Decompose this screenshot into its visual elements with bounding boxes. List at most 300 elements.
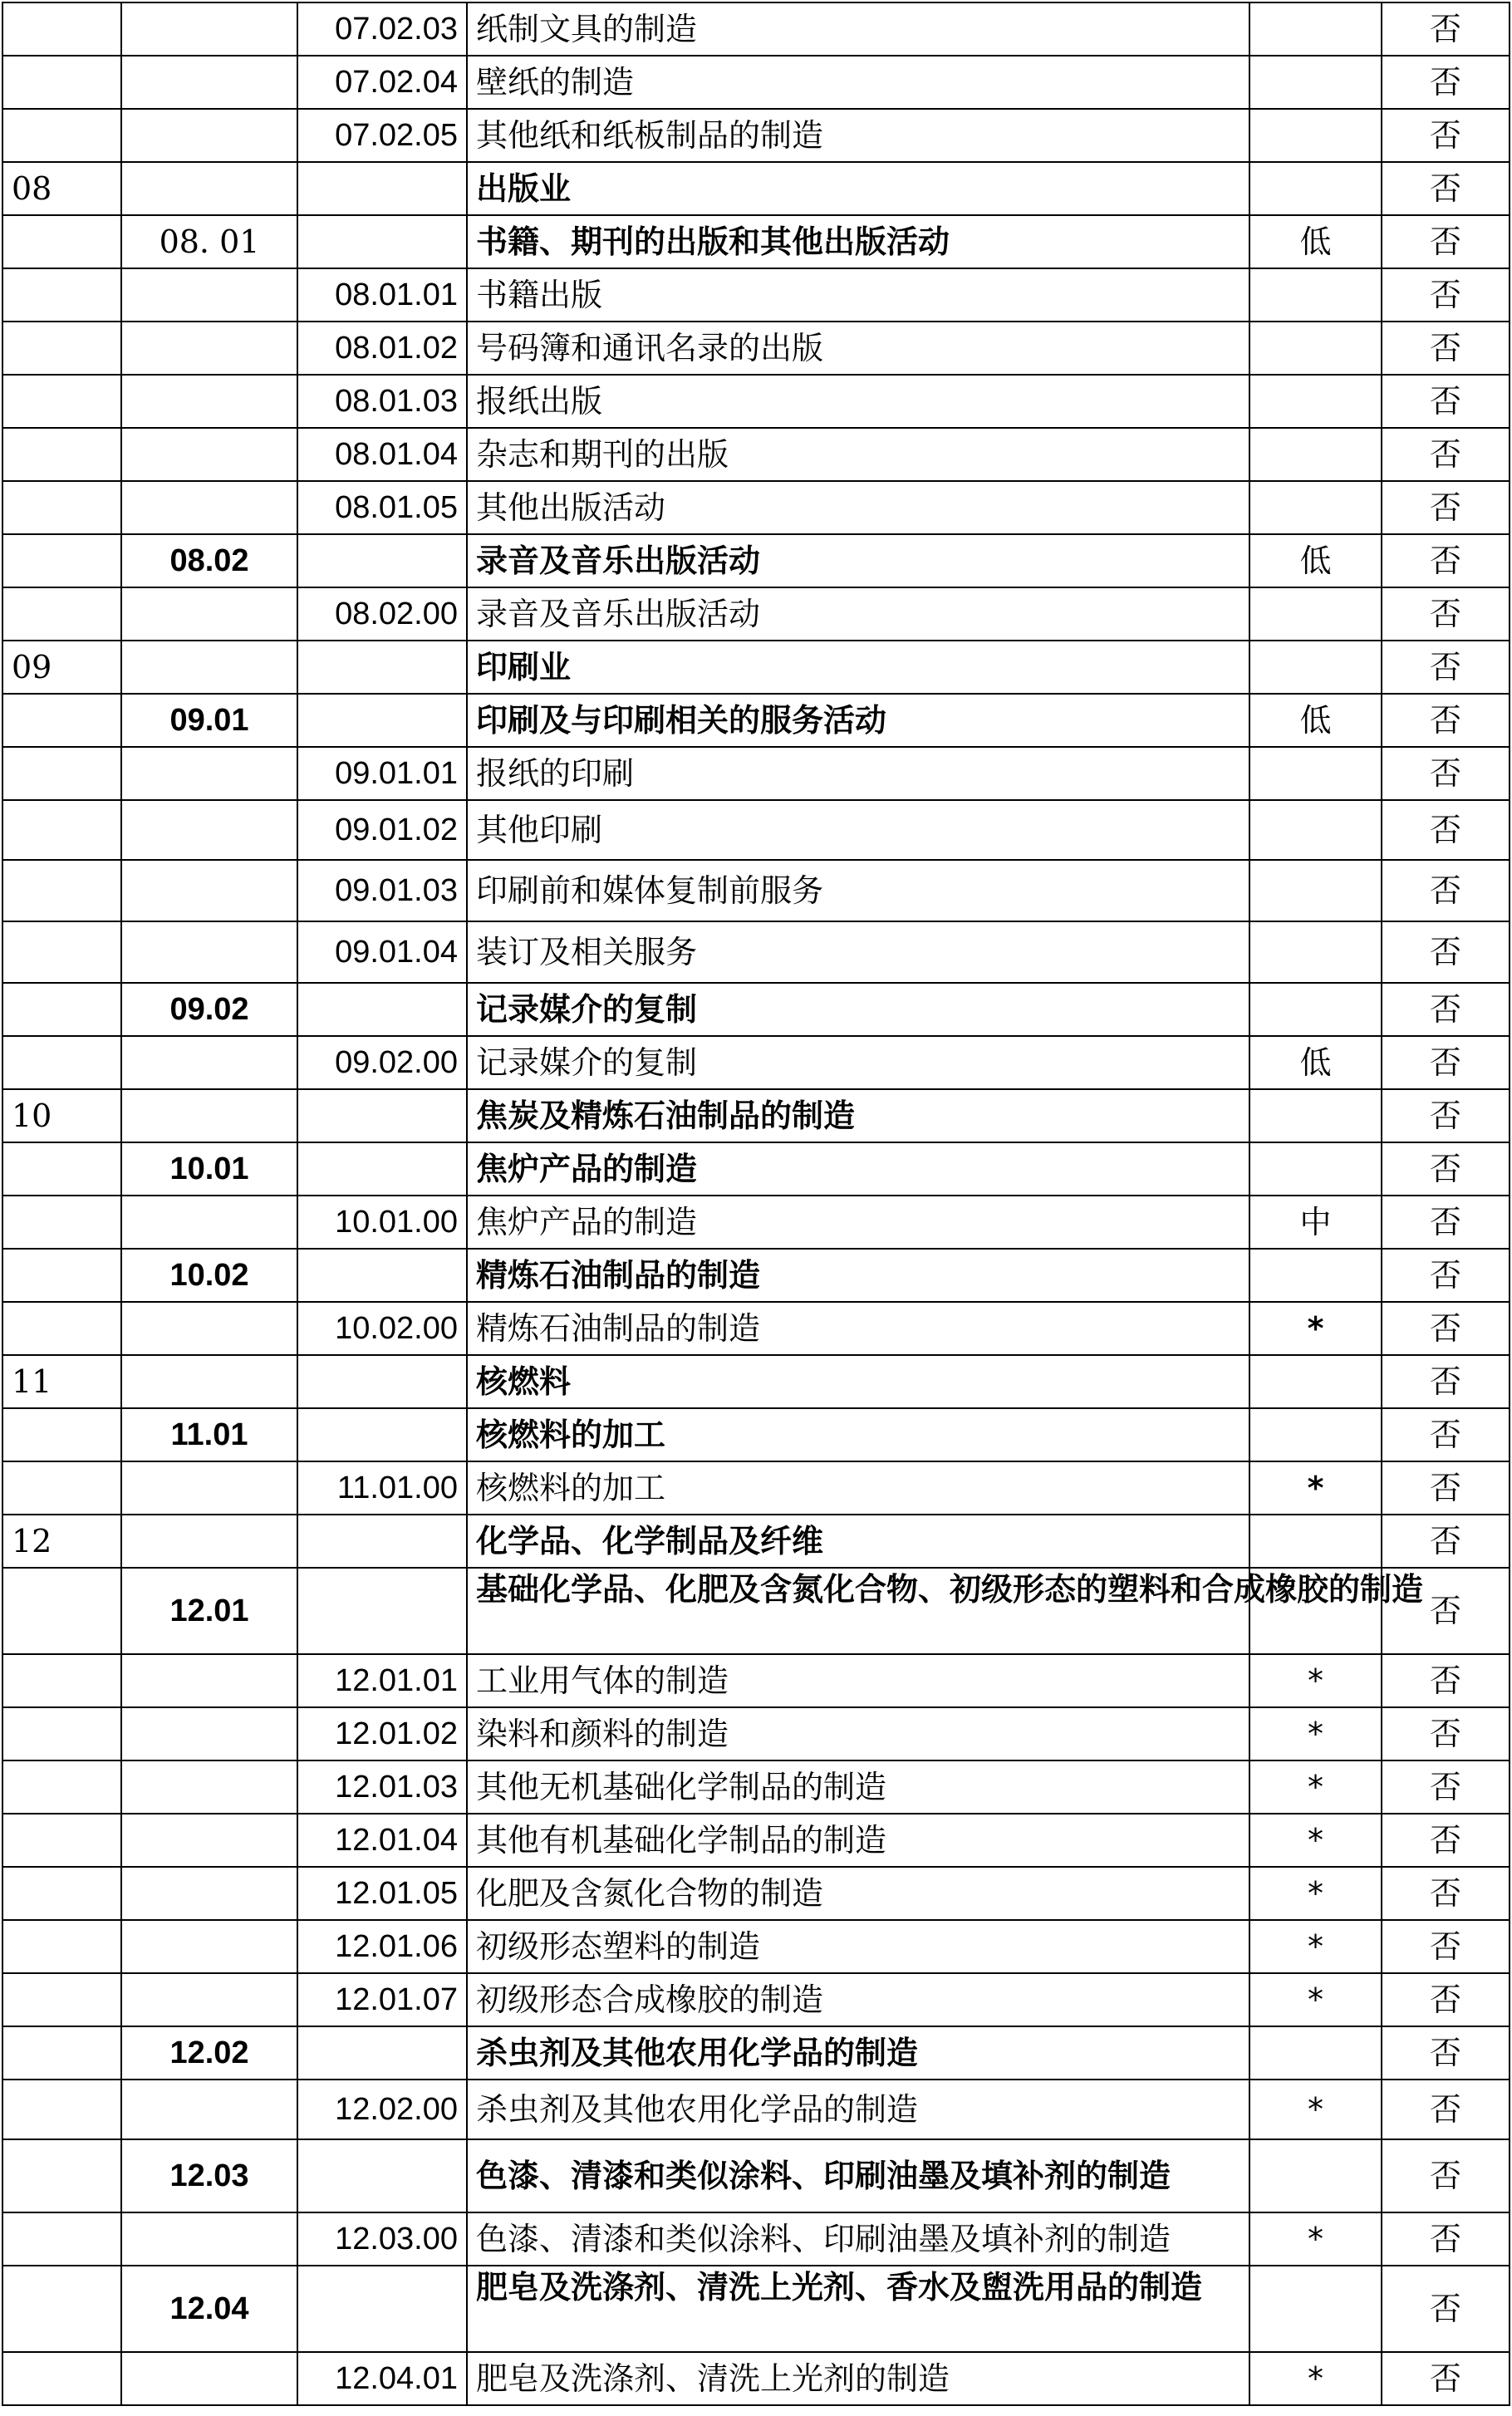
industry-name-cell: 精炼石油制品的制造 [467,1249,1249,1302]
risk-level-cell [1249,800,1382,860]
table-row [2,694,1510,747]
table-row [2,1920,1510,1973]
table-row [2,2352,1510,2405]
table-row [2,800,1510,860]
industry-name-cell: 其他印刷 [467,800,1249,860]
class-code-cell [297,215,467,268]
group-code-cell [121,1196,297,1249]
risk-level-cell [1249,1089,1382,1142]
group-code-cell [121,109,297,162]
table-row [2,215,1510,268]
group-code-cell [121,1973,297,2026]
group-code-cell [121,1654,297,1707]
flag-cell: 否 [1382,694,1510,747]
section-code-cell [2,1461,121,1515]
flag-cell: 否 [1382,2,1510,56]
flag-cell: 否 [1382,800,1510,860]
class-code-cell [297,1355,467,1408]
flag-cell: 否 [1382,1654,1510,1707]
class-code-cell [297,2266,467,2352]
table-row [2,860,1510,921]
industry-name-cell: 核燃料 [467,1355,1249,1408]
table-row [2,375,1510,428]
class-code-cell [297,641,467,694]
risk-level-cell [1249,860,1382,921]
table-row [2,1654,1510,1707]
risk-level-cell [1249,428,1382,481]
class-code-cell: 12.01.03 [297,1760,467,1814]
class-code-cell: 12.01.05 [297,1867,467,1920]
industry-name-cell: 肥皂及洗涤剂、清洗上光剂、香水及盥洗用品的制造 [467,2266,1249,2352]
industry-name-cell: 基础化学品、化肥及含氮化合物、初级形态的塑料和合成橡胶的制造 [467,1568,1249,1654]
table-row [2,921,1510,983]
risk-level-cell: * [1249,2080,1382,2139]
industry-name-cell: 工业用气体的制造 [467,1654,1249,1707]
class-code-cell [297,1408,467,1461]
industry-name-cell: 核燃料的加工 [467,1461,1249,1515]
group-code-cell [121,2080,297,2139]
table-row [2,1036,1510,1089]
flag-cell: 否 [1382,322,1510,375]
flag-cell: 否 [1382,2139,1510,2212]
table-row [2,2080,1510,2139]
class-code-cell [297,2139,467,2212]
risk-level-cell [1249,1515,1382,1568]
risk-level-cell [1249,747,1382,800]
section-code-cell: 12 [2,1515,121,1568]
table-body [2,2,1510,2405]
industry-name-cell: 录音及音乐出版活动 [467,534,1249,587]
class-code-cell: 09.01.04 [297,921,467,983]
risk-level-cell [1249,587,1382,641]
table-row [2,1249,1510,1302]
group-code-cell: 10.01 [121,1142,297,1196]
table-row [2,1408,1510,1461]
flag-cell: 否 [1382,747,1510,800]
table-row [2,2026,1510,2080]
group-code-cell: 10.02 [121,1249,297,1302]
class-code-cell [297,983,467,1036]
table-row [2,1089,1510,1142]
risk-level-cell: * [1249,2212,1382,2266]
table-row [2,1867,1510,1920]
section-code-cell [2,109,121,162]
flag-cell: 否 [1382,1867,1510,1920]
industry-name-cell: 印刷及与印刷相关的服务活动 [467,694,1249,747]
risk-level-cell: * [1249,1867,1382,1920]
section-code-cell [2,2266,121,2352]
class-code-cell [297,534,467,587]
risk-level-cell: * [1249,1973,1382,2026]
section-code-cell [2,481,121,534]
industry-name-cell: 记录媒介的复制 [467,983,1249,1036]
table-row [2,1461,1510,1515]
industry-name-cell: 染料和颜料的制造 [467,1707,1249,1760]
industry-name-cell: 记录媒介的复制 [467,1036,1249,1089]
section-code-cell [2,428,121,481]
industry-name-cell: 肥皂及洗涤剂、清洗上光剂的制造 [467,2352,1249,2405]
class-code-cell [297,1142,467,1196]
flag-cell: 否 [1382,162,1510,215]
class-code-cell [297,2026,467,2080]
group-code-cell [121,587,297,641]
industry-name-cell: 报纸出版 [467,375,1249,428]
class-code-cell: 12.01.04 [297,1814,467,1867]
table-row [2,1355,1510,1408]
group-code-cell [121,56,297,109]
industry-name-cell: 录音及音乐出版活动 [467,587,1249,641]
group-code-cell [121,481,297,534]
risk-level-cell [1249,641,1382,694]
section-code-cell [2,860,121,921]
industry-name-cell: 装订及相关服务 [467,921,1249,983]
risk-level-cell: 中 [1249,1196,1382,1249]
class-code-cell: 12.02.00 [297,2080,467,2139]
group-code-cell [121,1707,297,1760]
table-row [2,56,1510,109]
risk-level-cell [1249,481,1382,534]
section-code-cell [2,800,121,860]
flag-cell: 否 [1382,1302,1510,1355]
class-code-cell: 08.01.02 [297,322,467,375]
flag-cell: 否 [1382,1036,1510,1089]
section-code-cell [2,747,121,800]
industry-name-cell: 色漆、清漆和类似涂料、印刷油墨及填补剂的制造 [467,2212,1249,2266]
group-code-cell [121,162,297,215]
table-row [2,1814,1510,1867]
group-code-cell: 12.01 [121,1568,297,1654]
section-code-cell [2,1142,121,1196]
table-row [2,641,1510,694]
risk-level-cell [1249,109,1382,162]
table-row [2,2139,1510,2212]
table-row [2,2212,1510,2266]
industry-name-cell: 印刷前和媒体复制前服务 [467,860,1249,921]
class-code-cell: 08.01.03 [297,375,467,428]
group-code-cell [121,921,297,983]
section-code-cell [2,268,121,322]
table-row [2,2,1510,56]
group-code-cell [121,1355,297,1408]
risk-level-cell: * [1249,1302,1382,1355]
group-code-cell: 09.02 [121,983,297,1036]
risk-level-cell [1249,2139,1382,2212]
industry-name-cell: 书籍出版 [467,268,1249,322]
section-code-cell [2,1196,121,1249]
section-code-cell: 08 [2,162,121,215]
risk-level-cell [1249,162,1382,215]
group-code-cell [121,1814,297,1867]
risk-level-cell: * [1249,2352,1382,2405]
risk-level-cell [1249,1142,1382,1196]
flag-cell: 否 [1382,2080,1510,2139]
group-code-cell: 08.02 [121,534,297,587]
section-code-cell [2,983,121,1036]
group-code-cell: 11.01 [121,1408,297,1461]
section-code-cell [2,2352,121,2405]
risk-level-cell: * [1249,1707,1382,1760]
section-code-cell [2,375,121,428]
table-row [2,1707,1510,1760]
table-row [2,481,1510,534]
group-code-cell: 09.01 [121,694,297,747]
flag-cell: 否 [1382,2026,1510,2080]
flag-cell: 否 [1382,56,1510,109]
flag-cell: 否 [1382,860,1510,921]
flag-cell: 否 [1382,1142,1510,1196]
table-row [2,747,1510,800]
section-code-cell [2,694,121,747]
group-code-cell [121,1036,297,1089]
risk-level-cell: 低 [1249,215,1382,268]
section-code-cell [2,2,121,56]
risk-level-cell [1249,1249,1382,1302]
section-code-cell [2,587,121,641]
risk-level-cell: 低 [1249,694,1382,747]
group-code-cell [121,747,297,800]
section-code-cell: 10 [2,1089,121,1142]
industry-name-cell: 印刷业 [467,641,1249,694]
table-row [2,534,1510,587]
class-code-cell: 08.01.01 [297,268,467,322]
section-code-cell [2,2026,121,2080]
flag-cell: 否 [1382,1515,1510,1568]
risk-level-cell: * [1249,1760,1382,1814]
risk-level-cell [1249,375,1382,428]
risk-level-cell [1249,56,1382,109]
group-code-cell [121,800,297,860]
section-code-cell [2,1920,121,1973]
group-code-cell [121,860,297,921]
risk-level-cell: * [1249,1920,1382,1973]
table-row [2,1302,1510,1355]
table-row [2,322,1510,375]
group-code-cell [121,1760,297,1814]
class-code-cell [297,1089,467,1142]
table-row [2,1568,1510,1654]
section-code-cell [2,1036,121,1089]
section-code-cell [2,1249,121,1302]
industry-name-cell: 壁纸的制造 [467,56,1249,109]
group-code-cell: 08. 01 [121,215,297,268]
industry-name-cell: 其他出版活动 [467,481,1249,534]
industry-name-cell: 其他无机基础化学制品的制造 [467,1760,1249,1814]
risk-level-cell [1249,983,1382,1036]
flag-cell: 否 [1382,1568,1510,1654]
flag-cell: 否 [1382,983,1510,1036]
risk-level-cell [1249,921,1382,983]
risk-level-cell: 低 [1249,1036,1382,1089]
class-code-cell: 12.03.00 [297,2212,467,2266]
industry-name-cell: 纸制文具的制造 [467,2,1249,56]
section-code-cell [2,1867,121,1920]
flag-cell: 否 [1382,2352,1510,2405]
table-row [2,109,1510,162]
flag-cell: 否 [1382,481,1510,534]
industry-classification-table [2,2,1510,2406]
group-code-cell: 12.04 [121,2266,297,2352]
industry-name-cell: 焦炭及精炼石油制品的制造 [467,1089,1249,1142]
flag-cell: 否 [1382,1760,1510,1814]
class-code-cell: 10.01.00 [297,1196,467,1249]
risk-level-cell [1249,2026,1382,2080]
group-code-cell [121,1920,297,1973]
section-code-cell [2,1654,121,1707]
flag-cell: 否 [1382,268,1510,322]
section-code-cell [2,2139,121,2212]
class-code-cell: 07.02.03 [297,2,467,56]
table-row [2,428,1510,481]
flag-cell: 否 [1382,428,1510,481]
table-row [2,1760,1510,1814]
section-code-cell [2,1814,121,1867]
group-code-cell [121,641,297,694]
section-code-cell [2,2080,121,2139]
class-code-cell: 08.02.00 [297,587,467,641]
industry-name-cell: 初级形态合成橡胶的制造 [467,1973,1249,2026]
class-code-cell: 12.01.02 [297,1707,467,1760]
section-code-cell [2,1760,121,1814]
section-code-cell [2,1408,121,1461]
flag-cell: 否 [1382,1707,1510,1760]
flag-cell: 否 [1382,215,1510,268]
industry-name-cell: 其他有机基础化学制品的制造 [467,1814,1249,1867]
group-code-cell: 12.03 [121,2139,297,2212]
section-code-cell [2,534,121,587]
section-code-cell [2,1707,121,1760]
industry-name-cell: 杂志和期刊的出版 [467,428,1249,481]
flag-cell: 否 [1382,1920,1510,1973]
group-code-cell [121,1302,297,1355]
group-code-cell [121,1461,297,1515]
group-code-cell [121,1867,297,1920]
section-code-cell [2,1973,121,2026]
group-code-cell [121,375,297,428]
risk-level-cell [1249,2,1382,56]
flag-cell: 否 [1382,2212,1510,2266]
group-code-cell [121,1515,297,1568]
group-code-cell: 12.02 [121,2026,297,2080]
table-row [2,983,1510,1036]
class-code-cell: 09.02.00 [297,1036,467,1089]
class-code-cell: 08.01.05 [297,481,467,534]
section-code-cell [2,215,121,268]
industry-name-cell: 化学品、化学制品及纤维 [467,1515,1249,1568]
section-code-cell [2,2212,121,2266]
class-code-cell: 09.01.03 [297,860,467,921]
industry-name-cell: 精炼石油制品的制造 [467,1302,1249,1355]
industry-name-cell: 杀虫剂及其他农用化学品的制造 [467,2026,1249,2080]
group-code-cell [121,1089,297,1142]
table-row [2,587,1510,641]
table-row [2,162,1510,215]
risk-level-cell [1249,322,1382,375]
flag-cell: 否 [1382,1249,1510,1302]
industry-name-cell: 核燃料的加工 [467,1408,1249,1461]
class-code-cell: 07.02.04 [297,56,467,109]
risk-level-cell [1249,1408,1382,1461]
industry-name-cell: 其他纸和纸板制品的制造 [467,109,1249,162]
group-code-cell [121,322,297,375]
table-row [2,1142,1510,1196]
section-code-cell [2,1568,121,1654]
class-code-cell [297,162,467,215]
group-code-cell [121,428,297,481]
industry-name-cell: 色漆、清漆和类似涂料、印刷油墨及填补剂的制造 [467,2139,1249,2212]
section-code-cell [2,56,121,109]
table-row [2,2266,1510,2352]
class-code-cell: 12.01.06 [297,1920,467,1973]
industry-name-cell: 书籍、期刊的出版和其他出版活动 [467,215,1249,268]
class-code-cell [297,1568,467,1654]
section-code-cell: 11 [2,1355,121,1408]
section-code-cell [2,322,121,375]
flag-cell: 否 [1382,375,1510,428]
section-code-cell [2,921,121,983]
risk-level-cell [1249,2266,1382,2352]
class-code-cell: 09.01.01 [297,747,467,800]
table-row [2,1515,1510,1568]
class-code-cell: 09.01.02 [297,800,467,860]
industry-name-cell: 号码簿和通讯名录的出版 [467,322,1249,375]
table-row [2,1196,1510,1249]
section-code-cell: 09 [2,641,121,694]
industry-name-cell: 杀虫剂及其他农用化学品的制造 [467,2080,1249,2139]
flag-cell: 否 [1382,109,1510,162]
group-code-cell [121,2212,297,2266]
class-code-cell: 12.01.07 [297,1973,467,2026]
group-code-cell [121,2352,297,2405]
flag-cell: 否 [1382,1461,1510,1515]
group-code-cell [121,2,297,56]
industry-name-cell: 化肥及含氮化合物的制造 [467,1867,1249,1920]
flag-cell: 否 [1382,1408,1510,1461]
industry-name-cell: 报纸的印刷 [467,747,1249,800]
risk-level-cell [1249,268,1382,322]
class-code-cell: 07.02.05 [297,109,467,162]
industry-name-cell: 初级形态塑料的制造 [467,1920,1249,1973]
flag-cell: 否 [1382,587,1510,641]
section-code-cell [2,1302,121,1355]
industry-name-cell: 出版业 [467,162,1249,215]
class-code-cell [297,1515,467,1568]
flag-cell: 否 [1382,534,1510,587]
table-row [2,1973,1510,2026]
class-code-cell: 08.01.04 [297,428,467,481]
class-code-cell [297,694,467,747]
class-code-cell [297,1249,467,1302]
group-code-cell [121,268,297,322]
class-code-cell: 12.01.01 [297,1654,467,1707]
risk-level-cell: * [1249,1654,1382,1707]
risk-level-cell: * [1249,1814,1382,1867]
flag-cell: 否 [1382,1973,1510,2026]
industry-name-cell: 焦炉产品的制造 [467,1142,1249,1196]
risk-level-cell: * [1249,1461,1382,1515]
risk-level-cell: 低 [1249,534,1382,587]
flag-cell: 否 [1382,641,1510,694]
class-code-cell: 12.04.01 [297,2352,467,2405]
industry-name-cell: 焦炉产品的制造 [467,1196,1249,1249]
flag-cell: 否 [1382,1196,1510,1249]
table-row [2,268,1510,322]
class-code-cell: 11.01.00 [297,1461,467,1515]
flag-cell: 否 [1382,1355,1510,1408]
flag-cell: 否 [1382,2266,1510,2352]
flag-cell: 否 [1382,1814,1510,1867]
flag-cell: 否 [1382,921,1510,983]
class-code-cell: 10.02.00 [297,1302,467,1355]
